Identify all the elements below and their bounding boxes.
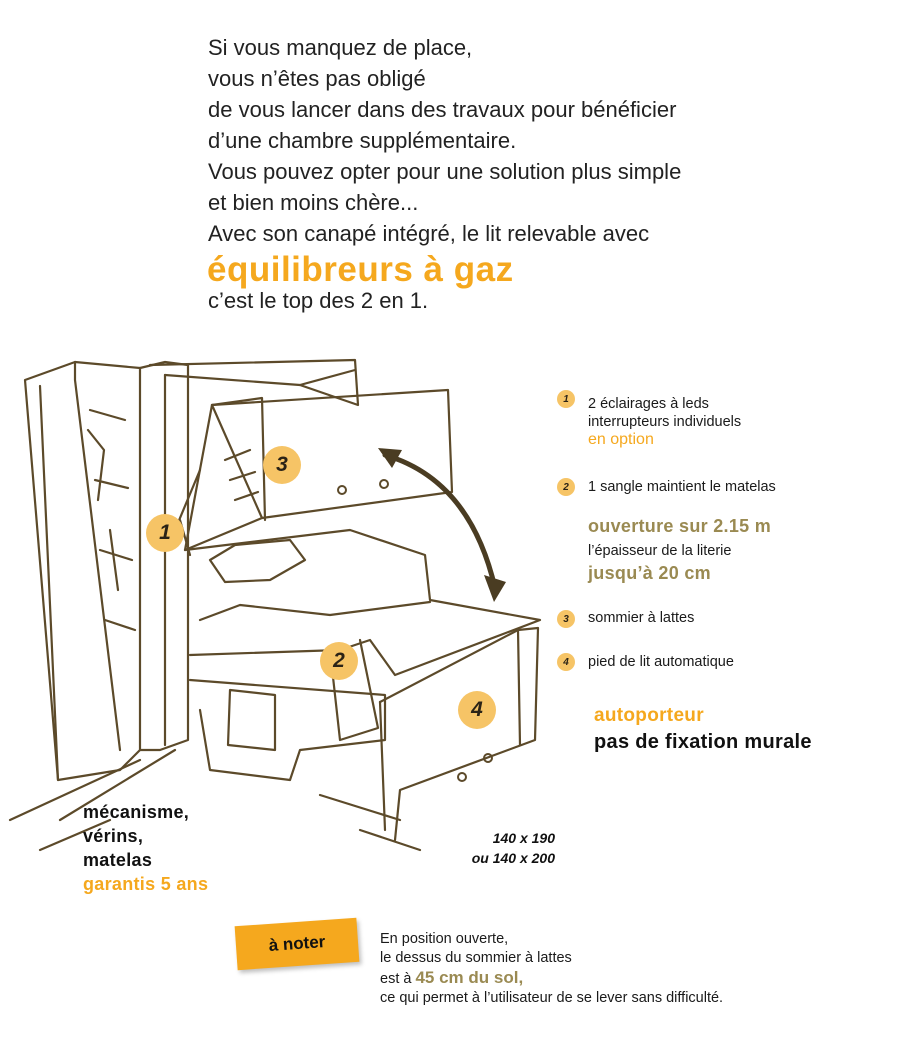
- legend-item-text: 2 éclairages à leds: [588, 396, 709, 412]
- badge-3: 3: [263, 446, 301, 484]
- bed-dimensions: [420, 828, 555, 868]
- legend-badge-4: 4: [557, 653, 575, 671]
- badge-1: 1: [146, 514, 184, 552]
- dimension-line: 140 x 190: [492, 830, 555, 846]
- legend-item-2: 1 sangle maintient le matelas: [588, 479, 776, 495]
- note-text: [380, 930, 723, 1008]
- note-tag: à noter: [235, 918, 360, 970]
- warranty-block: [83, 800, 208, 896]
- note-line: En position ouverte,: [380, 931, 509, 947]
- intro-line: d’une chambre supplémentaire.: [208, 128, 517, 153]
- note-line: le dessus du sommier à lattes: [380, 950, 572, 966]
- note-prefix: est à: [380, 971, 416, 987]
- badge-2: 2: [320, 642, 358, 680]
- legend-badge-1: 1: [557, 390, 575, 408]
- note-height-highlight: 45 cm du sol,: [415, 968, 524, 987]
- warranty-duration: garantis 5 ans: [83, 874, 209, 894]
- intro-text: [208, 32, 681, 249]
- intro-line: et bien moins chère...: [208, 190, 419, 215]
- thickness-label: l’épaisseur de la literie: [588, 543, 732, 559]
- headline: équilibreurs à gaz: [207, 250, 514, 289]
- intro-closing: c’est le top des 2 en 1.: [208, 288, 429, 313]
- badge-4: 4: [458, 691, 496, 729]
- intro-line: vous n’êtes pas obligé: [208, 66, 426, 91]
- legend-item-text: interrupteurs individuels: [588, 414, 742, 430]
- legend-item-1: [588, 395, 741, 449]
- thickness-value: jusqu’à 20 cm: [588, 563, 711, 583]
- legend-item-4: pied de lit automatique: [588, 654, 734, 670]
- legend-badge-3: 3: [557, 610, 575, 628]
- note-line: ce qui permet à l’utilisateur de se lever sans difficulté.: [380, 990, 724, 1006]
- warranty-line: matelas: [83, 850, 153, 870]
- note-line: [380, 968, 723, 989]
- intro-line: Avec son canapé intégré, le lit relevable avec: [208, 221, 650, 246]
- warranty-line: mécanisme,: [83, 802, 190, 822]
- legend-badge-2: 2: [557, 478, 575, 496]
- opening-spec: ouverture sur 2.15 m: [588, 516, 772, 536]
- self-supporting-label: autoporteur: [594, 705, 704, 726]
- intro-line: de vous lancer dans des travaux pour bénéficier: [208, 97, 677, 122]
- intro-line: Si vous manquez de place,: [208, 35, 473, 60]
- legend-item-3: sommier à lattes: [588, 610, 695, 626]
- dimension-line: ou 140 x 200: [471, 850, 555, 866]
- no-wall-fixing-label: pas de fixation murale: [594, 731, 812, 753]
- warranty-line: vérins,: [83, 826, 144, 846]
- intro-line: Vous pouvez opter pour une solution plus simple: [208, 159, 682, 184]
- option-label: en option: [588, 431, 654, 448]
